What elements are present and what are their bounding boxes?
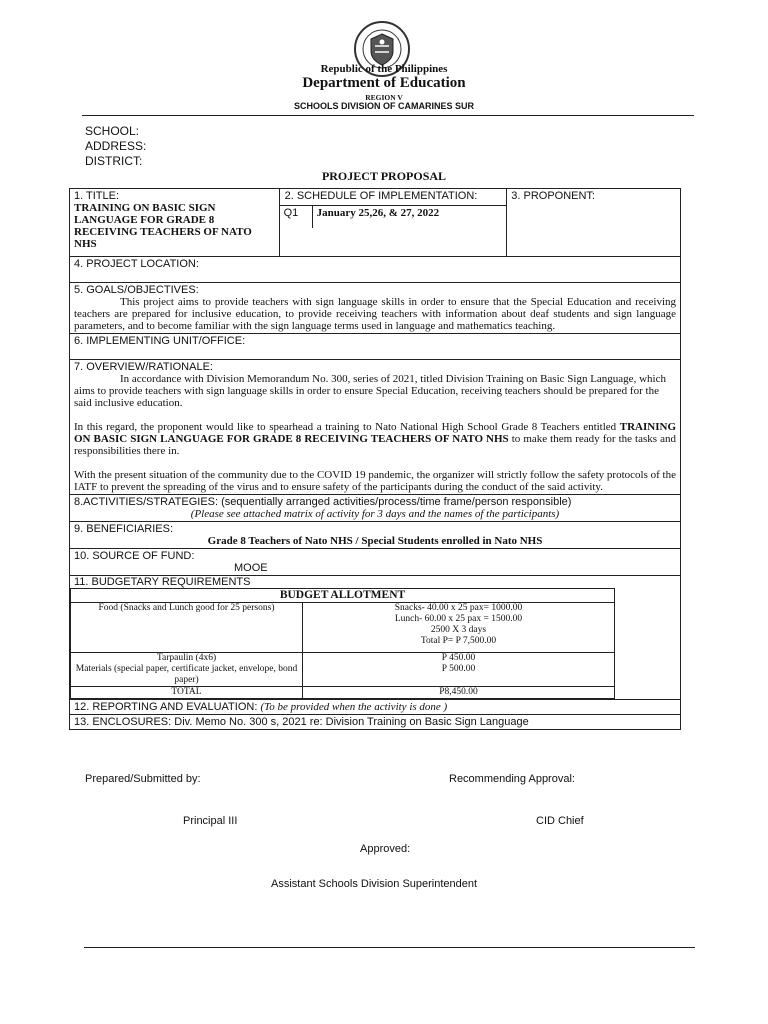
- schedule-dates: January 25,26, & 27, 2022: [312, 206, 506, 228]
- school-field: SCHOOL:: [85, 124, 140, 138]
- reporting-note: (To be provided when the activity is done ): [260, 701, 448, 713]
- recommending-label: Recommending Approval:: [449, 773, 575, 785]
- address-field: ADDRESS:: [85, 139, 147, 153]
- beneficiaries-cell: [70, 522, 681, 549]
- overview-paragraph-3: With the present situation of the community due to the COVID 19 pandemic, the organizer will strictly follow the safety protocols of the IATF to prevent the spreading of the virus and to ensure safety of the participants during the conduct of the said activity.: [74, 469, 676, 493]
- principal-title: Principal III: [183, 815, 238, 827]
- overview-p2-bold: TRAINING ON BASIC SIGN LANGUAGE FOR GRADE 8 RECEIVING TEACHERS OF NATO NHS: [74, 421, 676, 445]
- prepared-label: Prepared/Submitted by:: [85, 773, 201, 785]
- food-amounts: [303, 603, 615, 653]
- overview-p2-text: In this regard, the proponent would like to spearhead a training to Nato National High School Grade 8 Teachers entitled: [74, 421, 620, 433]
- division-line: SCHOOLS DIVISION OF CAMARINES SUR: [293, 101, 474, 111]
- fund-value: MOOE: [234, 562, 268, 574]
- materials-labels: [71, 653, 303, 687]
- department-line: Department of Education: [302, 75, 466, 91]
- materials-amount: P 500.00: [441, 664, 476, 674]
- food-line: Lunch- 60.00 x 25 pax = 1500.00: [394, 614, 523, 624]
- republic-line: Republic of the Philippines: [320, 63, 448, 75]
- reporting-label: 12. REPORTING AND EVALUATION:: [74, 701, 261, 713]
- fund-cell: [70, 549, 681, 576]
- title-cell: [70, 189, 280, 257]
- title-value: TRAINING ON BASIC SIGN LANGUAGE FOR GRADE 8 RECEIVING TEACHERS OF NATO NHS: [74, 202, 252, 250]
- food-line: 2500 X 3 days: [430, 625, 487, 635]
- food-line: Total P= P 7,500.00: [420, 636, 497, 646]
- tarpaulin-label: Tarpaulin (4x6): [156, 653, 217, 663]
- food-line: Snacks- 40.00 x 25 pax= 1000.00: [394, 603, 523, 613]
- materials-amounts: [303, 653, 615, 687]
- budget-label: 11. BUDGETARY REQUIREMENTS: [74, 576, 251, 588]
- region-line: REGION V: [365, 93, 403, 102]
- document-title: PROJECT PROPOSAL: [321, 169, 447, 183]
- reporting-cell: [70, 700, 681, 715]
- activities-cell: [70, 495, 681, 522]
- enclosures-label: 13. ENCLOSURES: Div. Memo No. 300 s, 2021 re: Division Training on Basic Sign Language: [70, 715, 681, 730]
- fund-label: 10. SOURCE OF FUND:: [74, 550, 195, 562]
- food-label: Food (Snacks and Lunch good for 25 persons): [71, 603, 303, 653]
- budget-cell: [70, 576, 681, 700]
- location-label: 4. PROJECT LOCATION:: [70, 257, 681, 283]
- schedule-cell: [279, 189, 507, 257]
- overview-label: 7. OVERVIEW/RATIONALE:: [74, 361, 213, 373]
- total-amount: P8,450.00: [303, 687, 615, 699]
- header-divider: [82, 115, 694, 116]
- goals-cell: [70, 283, 681, 334]
- total-label: TOTAL: [71, 687, 303, 699]
- overview-paragraph-2: [74, 421, 676, 457]
- beneficiaries-label: 9. BENEFICIARIES:: [74, 523, 174, 535]
- goals-label: 5. GOALS/OBJECTIVES:: [74, 284, 199, 296]
- tarpaulin-amount: P 450.00: [441, 653, 476, 663]
- proponent-cell: [507, 189, 681, 257]
- budget-table: [70, 588, 615, 699]
- unit-label: 6. IMPLEMENTING UNIT/OFFICE:: [70, 334, 681, 360]
- materials-label: Materials (special paper, certificate jacket, envelope, bond paper): [75, 664, 298, 685]
- budget-heading: BUDGET ALLOTMENT: [71, 589, 615, 603]
- district-field: DISTRICT:: [85, 154, 143, 168]
- beneficiaries-value: Grade 8 Teachers of Nato NHS / Special Students enrolled in Nato NHS: [207, 535, 543, 547]
- overview-p2-tail: to make them ready for the tasks and responsibilities there in.: [74, 433, 676, 457]
- title-label: 1. TITLE:: [74, 190, 120, 202]
- approved-label: Approved:: [360, 843, 411, 855]
- overview-cell: [70, 360, 681, 495]
- goals-text: This project aims to provide teachers with sign language skills in order to ensure that the Special Education and receiving teachers are prepared for inclusive education, to provide receiving teachers with information about deaf students and sign language parameters, and to become familiar with the sign language terms used in language and mathematics teaching.: [74, 296, 676, 332]
- activities-note: (Please see attached matrix of activity for 3 days and the names of the participants): [190, 508, 560, 520]
- schedule-label: 2. SCHEDULE OF IMPLEMENTATION:: [284, 190, 478, 202]
- proposal-table: [69, 188, 681, 730]
- proponent-label: 3. PROPONENT:: [511, 190, 595, 202]
- cid-chief-title: CID Chief: [536, 815, 584, 827]
- schedule-quarter: Q1: [280, 206, 313, 228]
- activities-label: 8.ACTIVITIES/STRATEGIES: (sequentially arranged activities/process/time frame/person responsible): [74, 496, 572, 508]
- overview-paragraph-1: In accordance with Division Memorandum No. 300, series of 2021, titled Division Training on Basic Sign Language, which aims to provide teachers with sign language skills in order to ensure Special Education, receiving teachers should be prepared for the said inclusive education.: [74, 373, 666, 409]
- footer-divider: [84, 947, 695, 948]
- asds-title: Assistant Schools Division Superintendent: [271, 878, 478, 890]
